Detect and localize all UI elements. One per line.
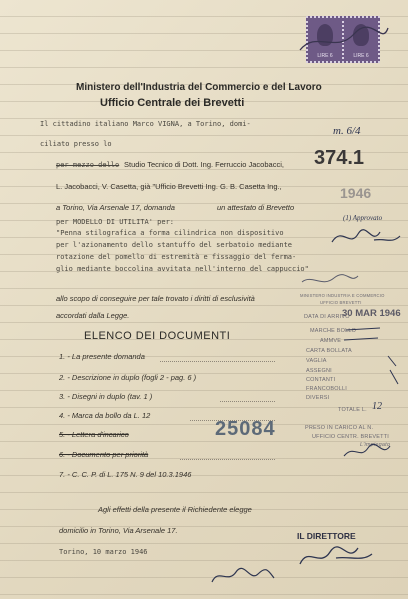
body-line-partners: L. Jacobacci, V. Casetta, già "Ufficio Brevetti Ing. G. B. Casetta Ing.,: [56, 182, 282, 191]
receiving-stamp-row-2: CARTA BOLLATA: [306, 348, 352, 354]
deposit-number-stamp: 25084: [215, 418, 276, 440]
elenco-leader-1: [160, 360, 275, 362]
body-line-applicant: Il cittadino italiano Marco VIGNA, a Torino, domi-: [40, 120, 251, 128]
presa-carico-line-1: PRESO IN CARICO AL N.: [305, 425, 374, 431]
receiving-stamp-row-0: MARCHE BOLLO: [310, 328, 357, 334]
body-line-law: accordati dalla Legge.: [56, 311, 130, 320]
director-signature: [296, 538, 376, 572]
application-number-stamp: 374.1: [314, 147, 365, 169]
body-line-title-1: "Penna stilografica a forma cilindrica non dispositivo: [56, 229, 284, 237]
receiving-stamp-row-3: VAGLIA: [306, 358, 327, 364]
elenco-item-7: 7. - C. C. P. di L. 175 N. 9 del 10.3.1946: [59, 470, 192, 479]
elenco-leader-6: [180, 458, 275, 460]
year-stamp: 1946: [340, 185, 372, 201]
receiving-stamp-total-label: TOTALE L.: [338, 407, 367, 413]
body-line-domicile: ciliato presso lo: [40, 140, 112, 148]
receiving-stamp-date-value: 30 MAR 1946: [342, 308, 401, 319]
body-line-title-4: glio mediante boccolina avvitata nell'interno del cappuccio": [56, 265, 309, 273]
body-line-model: per MODELLO DI UTILITA' per:: [56, 218, 175, 226]
receiving-stamp-header-2: UFFICIO BREVETTI: [320, 300, 362, 305]
receiving-stamp-row-4: ASSEGNI: [306, 368, 332, 374]
presa-carico-line-3: L'impiegato: [360, 442, 391, 448]
receiving-stamp-header-1: MINISTERO INDUSTRIA E COMMERCIO: [300, 293, 385, 298]
elenco-item-3: 3. - Disegni in duplo (tav. 1 ): [59, 392, 153, 401]
elenco-leader-3: [220, 400, 275, 402]
body-line-title-3: rotazione del pomello di estremità e fissaggio del ferma-: [56, 253, 297, 261]
body-line-via: per mezzo dello: [56, 161, 120, 169]
header-ministry: Ministero dell'Industria del Commercio e del Lavoro: [76, 82, 322, 93]
elenco-item-6: 6. - Documento per priorità: [59, 450, 149, 459]
stamp-cancellation-scribble: [296, 20, 392, 60]
elenco-item-2: 2. - Descrizione in duplo (fogli 2 - pag. 6 ): [59, 373, 197, 382]
footer-domicile-address: domicilio in Torino, Via Arsenale 17.: [59, 526, 178, 535]
body-line-address: a Torino, Via Arsenale 17, domanda: [56, 203, 175, 212]
reference-mark: m. 6/4: [333, 125, 361, 137]
elenco-item-5: 5. - Lettera d'incarico: [59, 430, 129, 439]
il-direttore-stamp: IL DIRETTORE: [297, 531, 356, 541]
approval-annotation: (1) Approvato: [343, 214, 383, 222]
footer-place-date: Torino, 10 marzo 1946: [59, 548, 148, 556]
body-line-studio: Studio Tecnico di Dott. Ing. Ferruccio Jacobacci,: [124, 160, 284, 169]
body-line-scope: allo scopo di conseguire per tale trovato i diritti di esclusività: [56, 294, 255, 303]
elenco-item-1: 1. - La presente domanda: [59, 352, 145, 361]
receiving-stamp-ink-ticks: [340, 326, 402, 410]
elenco-title: ELENCO DEI DOCUMENTI: [84, 330, 231, 342]
header-office: Ufficio Centrale dei Brevetti: [100, 97, 245, 109]
receiving-stamp-row-5: CONTANTI: [306, 377, 336, 383]
footer-election-domicile: Agli effetti della presente il Richiedente elegge: [98, 505, 252, 514]
receiving-stamp-row-1: AMMVE: [320, 338, 342, 344]
body-line-attestato: un attestato di Brevetto: [217, 203, 295, 212]
receiving-stamp-row-6: FRANCOBOLLI: [306, 386, 348, 392]
receiving-stamp-date-label: DATA DI ARRIVO: [304, 314, 350, 320]
approval-signature: [328, 224, 402, 252]
receiving-stamp-row-7: DIVERSI: [306, 395, 330, 401]
elenco-item-4: 4. - Marca da bollo da L. 12: [59, 411, 151, 420]
presa-carico-line-2: UFFICIO CENTR. BREVETTI: [312, 434, 390, 440]
applicant-signature: [208, 562, 278, 590]
stamp-value-right: LIRE 6: [353, 53, 369, 59]
receiving-stamp-total-value: 12: [372, 401, 382, 412]
presa-carico-signature: [340, 440, 396, 464]
stamp-value-left: LIRE 6: [317, 53, 333, 59]
body-line-title-2: per l'azionamento dello stantuffo del serbatoio mediante: [56, 241, 293, 249]
